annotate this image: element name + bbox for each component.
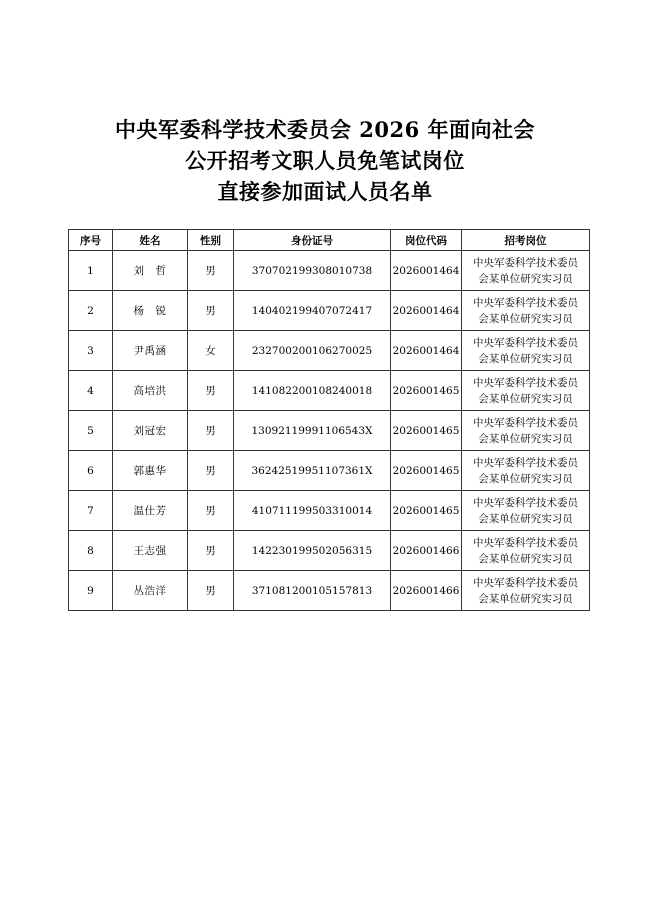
cell-name: 王志强 — [113, 531, 188, 571]
cell-position — [462, 331, 590, 371]
cell-position-code: 2026001465 — [391, 451, 462, 491]
cell-position-code: 2026001466 — [391, 531, 462, 571]
position-line-2: 会某单位研究实习员 — [478, 512, 573, 525]
cell-number: 1 — [69, 251, 113, 291]
table-row — [69, 331, 590, 371]
cell-gender: 男 — [188, 291, 234, 331]
table-row — [69, 411, 590, 451]
cell-id-number: 141082200108240018 — [234, 371, 391, 411]
cell-id-number: 410711199503310014 — [234, 491, 391, 531]
position-line-1: 中央军委科学技术委员 — [473, 336, 578, 349]
cell-number: 6 — [69, 451, 113, 491]
cell-name: 温仕芳 — [113, 491, 188, 531]
cell-position-code: 2026001464 — [391, 291, 462, 331]
title-line-2: 公开招考文职人员免笔试岗位 — [185, 148, 465, 173]
cell-position — [462, 411, 590, 451]
cell-id-number: 371081200105157813 — [234, 571, 391, 611]
position-line-2: 会某单位研究实习员 — [478, 392, 573, 405]
header-gender: 性别 — [188, 230, 234, 251]
cell-position — [462, 451, 590, 491]
cell-id-number: 232700200106270025 — [234, 331, 391, 371]
title-line-1: 中央军委科学技术委员会 2026 年面向社会 — [114, 117, 536, 142]
cell-number: 5 — [69, 411, 113, 451]
header-name: 姓名 — [113, 230, 188, 251]
position-line-2: 会某单位研究实习员 — [478, 272, 573, 285]
table-row — [69, 291, 590, 331]
cell-position-code: 2026001465 — [391, 371, 462, 411]
cell-id-number: 36242519951107361X — [234, 451, 391, 491]
position-line-1: 中央军委科学技术委员 — [473, 416, 578, 429]
position-line-1: 中央军委科学技术委员 — [473, 496, 578, 509]
cell-name: 丛浩洋 — [113, 571, 188, 611]
cell-gender: 男 — [188, 371, 234, 411]
cell-gender: 男 — [188, 251, 234, 291]
cell-number: 2 — [69, 291, 113, 331]
table-header-row — [69, 230, 590, 251]
cell-name: 刘冠宏 — [113, 411, 188, 451]
cell-name: 高培洪 — [113, 371, 188, 411]
position-line-1: 中央军委科学技术委员 — [473, 456, 578, 469]
cell-number: 3 — [69, 331, 113, 371]
cell-id-number: 140402199407072417 — [234, 291, 391, 331]
cell-position — [462, 571, 590, 611]
table-row — [69, 531, 590, 571]
cell-position — [462, 251, 590, 291]
cell-position — [462, 291, 590, 331]
cell-position-code: 2026001466 — [391, 571, 462, 611]
cell-id-number: 13092119991106543X — [234, 411, 391, 451]
position-line-1: 中央军委科学技术委员 — [473, 536, 578, 549]
table-row — [69, 491, 590, 531]
header-position: 招考岗位 — [462, 230, 590, 251]
cell-number: 9 — [69, 571, 113, 611]
cell-id-number: 370702199308010738 — [234, 251, 391, 291]
cell-position — [462, 371, 590, 411]
table-body — [69, 251, 590, 611]
table-row — [69, 251, 590, 291]
document-title — [0, 114, 650, 207]
cell-gender: 男 — [188, 531, 234, 571]
table-row — [69, 451, 590, 491]
cell-number: 8 — [69, 531, 113, 571]
cell-number: 4 — [69, 371, 113, 411]
header-position-code: 岗位代码 — [391, 230, 462, 251]
position-line-2: 会某单位研究实习员 — [478, 352, 573, 365]
cell-id-number: 142230199502056315 — [234, 531, 391, 571]
position-line-1: 中央军委科学技术委员 — [473, 376, 578, 389]
position-line-2: 会某单位研究实习员 — [478, 432, 573, 445]
cell-position — [462, 491, 590, 531]
cell-gender: 女 — [188, 331, 234, 371]
cell-gender: 男 — [188, 451, 234, 491]
cell-position-code: 2026001465 — [391, 411, 462, 451]
header-number: 序号 — [69, 230, 113, 251]
cell-position-code: 2026001464 — [391, 251, 462, 291]
cell-position-code: 2026001464 — [391, 331, 462, 371]
position-line-2: 会某单位研究实习员 — [478, 552, 573, 565]
cell-position-code: 2026001465 — [391, 491, 462, 531]
position-line-2: 会某单位研究实习员 — [478, 472, 573, 485]
table-row — [69, 571, 590, 611]
cell-name: 刘 哲 — [113, 251, 188, 291]
title-line-3: 直接参加面试人员名单 — [217, 179, 433, 204]
cell-number: 7 — [69, 491, 113, 531]
position-line-1: 中央军委科学技术委员 — [473, 576, 578, 589]
cell-gender: 男 — [188, 491, 234, 531]
header-id-number: 身份证号 — [234, 230, 391, 251]
cell-gender: 男 — [188, 411, 234, 451]
cell-name: 郭惠华 — [113, 451, 188, 491]
position-line-2: 会某单位研究实习员 — [478, 592, 573, 605]
cell-name: 杨 锐 — [113, 291, 188, 331]
cell-name: 尹禹涵 — [113, 331, 188, 371]
position-line-1: 中央军委科学技术委员 — [473, 256, 578, 269]
cell-gender: 男 — [188, 571, 234, 611]
cell-position — [462, 531, 590, 571]
position-line-1: 中央军委科学技术委员 — [473, 296, 578, 309]
position-line-2: 会某单位研究实习员 — [478, 312, 573, 325]
table-row — [69, 371, 590, 411]
candidate-table — [68, 229, 590, 611]
